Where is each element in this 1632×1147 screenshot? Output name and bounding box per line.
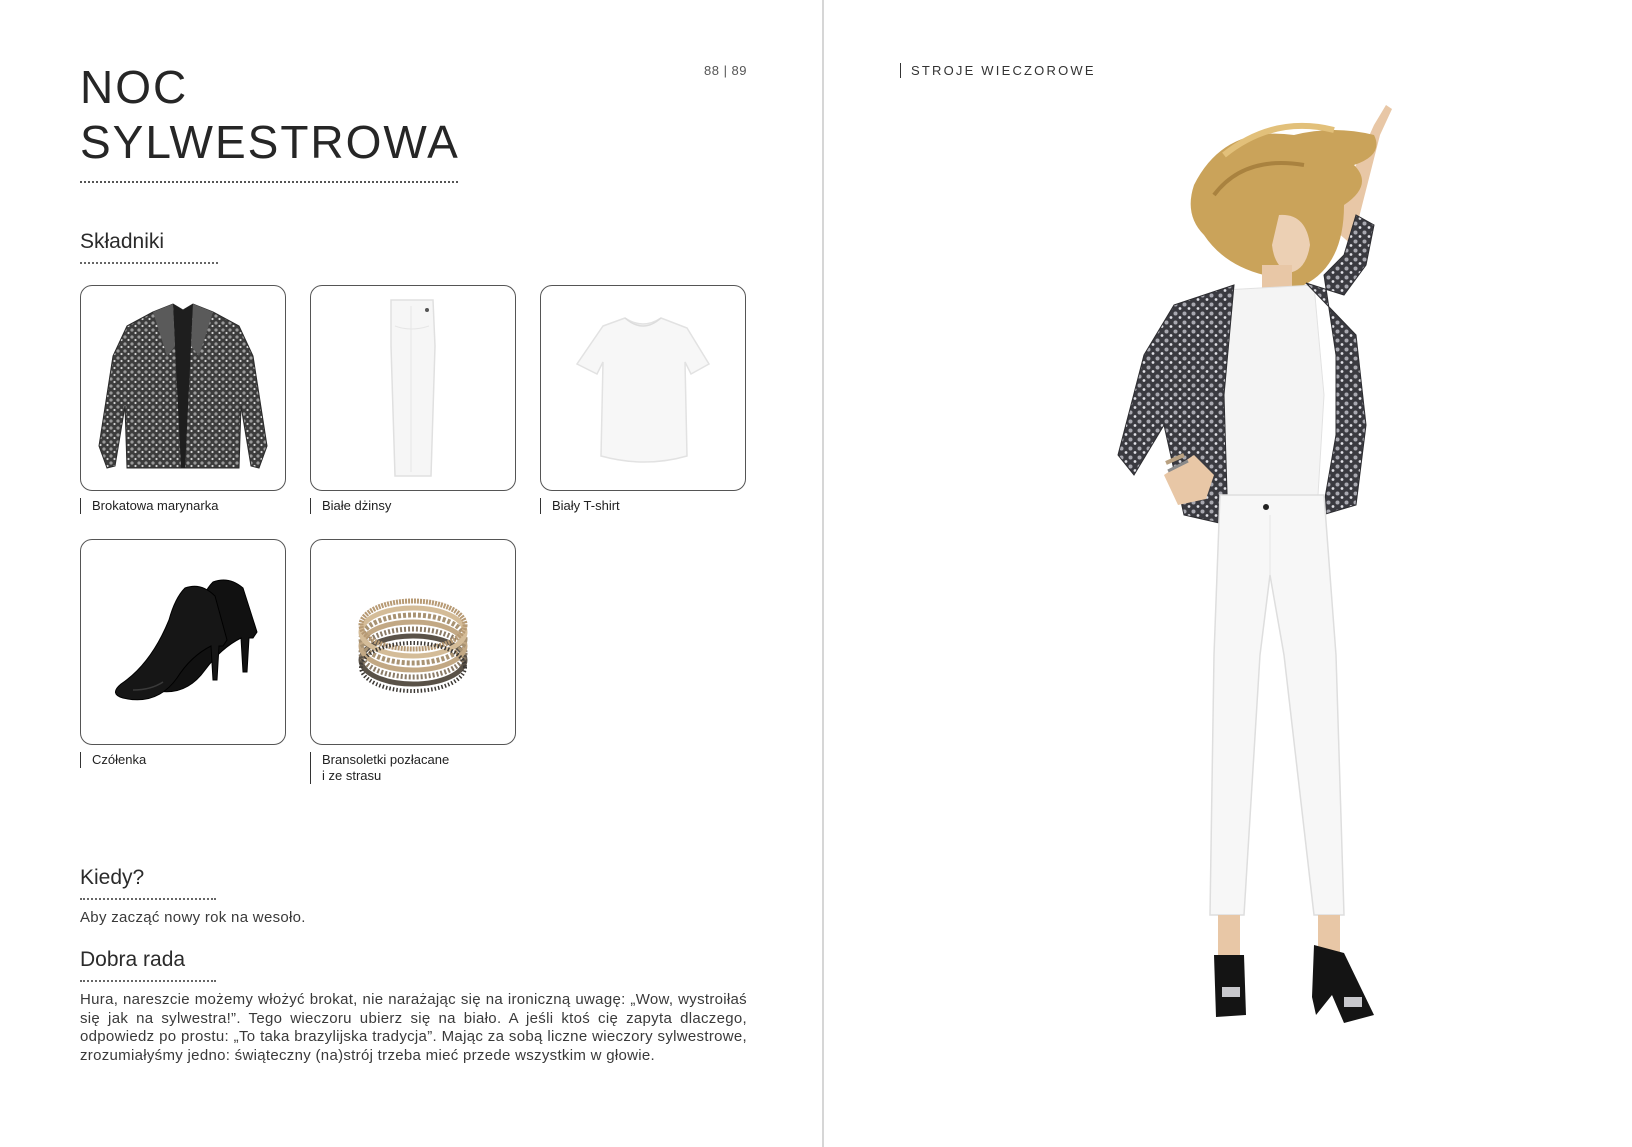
when-text: Aby zacząć nowy rok na wesoło. — [80, 909, 306, 926]
item-card-jacket — [80, 285, 286, 491]
when-heading: Kiedy? — [80, 866, 145, 889]
when-dotted-rule — [80, 898, 216, 900]
item-caption-jeans — [310, 498, 391, 514]
model-photo — [1074, 95, 1404, 1070]
advice-heading: Dobra rada — [80, 948, 186, 971]
advice-dotted-rule — [80, 980, 216, 982]
page-numbers: 88 | 89 — [704, 63, 748, 78]
item-caption-line: Biały T-shirt — [552, 498, 620, 513]
right-page — [824, 0, 1632, 1147]
item-caption-bracelets — [310, 752, 449, 784]
title-line-1: NOC — [80, 61, 189, 113]
item-card-bracelets — [310, 539, 516, 745]
title-line-2: SYLWESTROWA — [80, 116, 460, 168]
item-card-jeans — [310, 285, 516, 491]
item-caption-pumps — [80, 752, 146, 768]
ingredients-dotted-rule — [80, 262, 218, 264]
sequin-jacket-icon — [81, 286, 285, 490]
item-caption-line: i ze strasu — [322, 768, 382, 783]
item-caption-line: Białe dżinsy — [322, 498, 392, 513]
section-label: STROJE WIECZOROWE — [900, 63, 1096, 78]
item-caption-jacket — [80, 498, 218, 514]
item-caption-line: Czółenka — [92, 752, 147, 767]
white-tshirt-icon — [541, 286, 745, 490]
item-card-tshirt — [540, 285, 746, 491]
title-dotted-rule — [80, 181, 458, 183]
item-caption-tshirt — [540, 498, 620, 514]
bracelets-icon — [311, 540, 515, 744]
white-jeans-icon — [311, 286, 515, 490]
ingredients-heading: Składniki — [80, 230, 165, 253]
page-title — [80, 60, 460, 170]
black-pumps-icon — [81, 540, 285, 744]
advice-text: Hura, nareszcie możemy włożyć brokat, nie narażając się na ironiczną uwagę: „Wow, wystroiłaś się jak na sylwestra!”. Tego wieczoru ubierz się na biało. A jeśli ktoś cię zapyta dlaczego, odpowiedz po prostu: „To taka brazylijska tradycja”. Mając za sobą liczne wieczory sylwestrowe, zrozumiałyśmy jedno: świąteczny (na)strój trzeba mieć przede wszystkim w głowie. — [80, 991, 747, 1064]
item-caption-line: Brokatowa marynarka — [92, 498, 219, 513]
item-caption-line: Bransoletki pozłacane — [322, 752, 450, 767]
item-card-pumps — [80, 539, 286, 745]
